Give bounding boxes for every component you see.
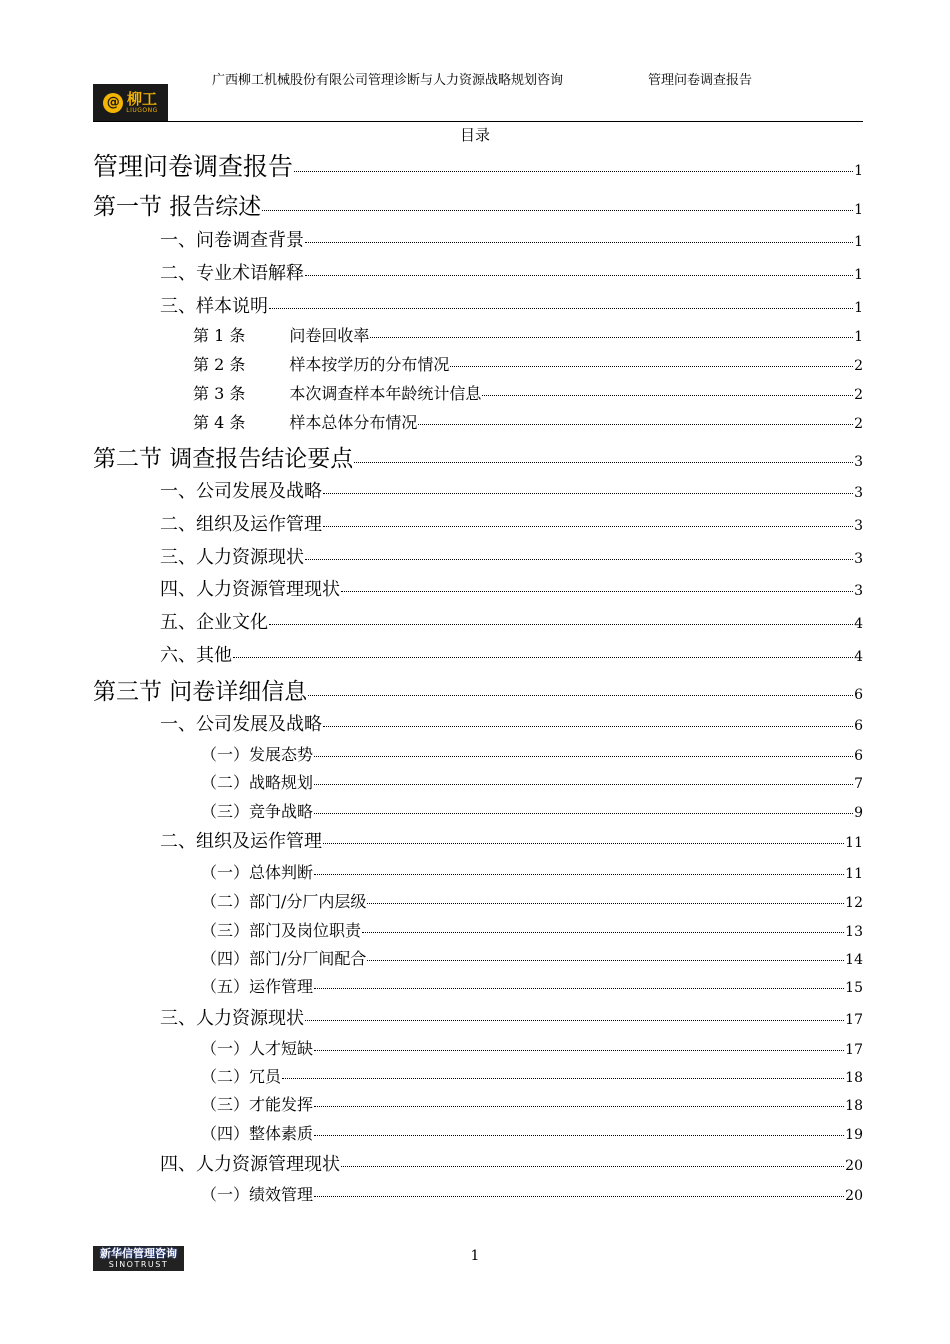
toc-entry-page: 6 <box>854 718 863 734</box>
toc-entry-page: 1 <box>854 267 863 283</box>
toc-dot-leader <box>450 366 853 367</box>
toc-entry-title: （二）部门/分厂内层级 <box>201 892 367 911</box>
toc-entry[interactable] <box>93 440 863 473</box>
toc-entry-page: 20 <box>845 1188 863 1204</box>
toc-entry-title: 样本按学历的分布情况 <box>289 355 450 374</box>
toc-entry[interactable] <box>93 147 863 183</box>
toc-entry-page: 3 <box>854 518 863 534</box>
toc-dot-leader <box>314 813 853 814</box>
toc-dot-leader <box>323 726 853 727</box>
toc-entry-page: 12 <box>845 895 863 911</box>
toc-dot-leader <box>341 591 853 592</box>
toc-entry-page: 4 <box>854 649 863 665</box>
toc-entry-page: 2 <box>854 387 863 403</box>
toc-entry-page: 1 <box>854 234 863 250</box>
liugong-logo-en: LIUGONG <box>126 107 158 114</box>
toc-dot-leader <box>314 874 844 875</box>
toc-entry-title: （五）运作管理 <box>201 977 314 996</box>
toc-entry-title: （三）才能发挥 <box>201 1095 314 1114</box>
toc-entry-title: 六、其他 <box>160 645 232 666</box>
toc-dot-leader <box>262 210 853 211</box>
toc-entry-title: （四）整体素质 <box>201 1124 314 1143</box>
toc-entry-number: 第 4 条 <box>193 413 246 432</box>
toc-dot-leader <box>269 624 853 625</box>
toc-entry-title: （一）绩效管理 <box>201 1185 314 1204</box>
toc-dot-leader <box>314 1196 844 1197</box>
toc-entry-title: 二、专业术语解释 <box>160 263 304 284</box>
toc-entry-page: 17 <box>845 1012 863 1028</box>
toc-dot-leader <box>308 695 853 696</box>
toc-entry-page: 17 <box>845 1042 863 1058</box>
toc-entry-page: 2 <box>854 416 863 432</box>
toc-entry-title: 二、组织及运作管理 <box>160 514 322 535</box>
toc-dot-leader <box>354 462 853 463</box>
sinotrust-logo-cn: 新华信管理咨询 <box>100 1247 177 1260</box>
toc-dot-leader <box>367 960 844 961</box>
liugong-mark-icon: @ <box>103 93 123 113</box>
toc-entry[interactable] <box>93 673 863 706</box>
toc-entry-page: 3 <box>854 583 863 599</box>
toc-dot-leader <box>282 1078 844 1079</box>
toc-entry-page: 1 <box>854 300 863 316</box>
toc-dot-leader <box>314 988 844 989</box>
toc-dot-leader <box>323 493 853 494</box>
toc-entry-title: （一）发展态势 <box>201 745 314 764</box>
toc-entry-title: 问卷回收率 <box>289 326 370 345</box>
toc-entry-page: 1 <box>854 202 863 218</box>
toc-entry-title: 三、样本说明 <box>160 296 268 317</box>
toc-entry-title: 第二节 调查报告结论要点 <box>93 446 354 472</box>
toc-entry[interactable] <box>160 477 863 503</box>
toc-entry[interactable] <box>201 1092 863 1115</box>
toc-entry[interactable] <box>201 1064 863 1087</box>
toc-entry-title: （三）部门及岗位职责 <box>201 921 362 940</box>
toc-entry-page: 3 <box>854 454 863 470</box>
toc-entry[interactable] <box>201 974 863 997</box>
toc-entry-title: 五、企业文化 <box>160 612 268 633</box>
toc-entry[interactable] <box>201 742 863 765</box>
toc-entry-title: 样本总体分布情况 <box>289 413 418 432</box>
toc-entry[interactable] <box>93 188 863 221</box>
toc-entry-page: 1 <box>854 329 863 345</box>
toc-entry-page: 6 <box>854 687 863 703</box>
toc-entry[interactable] <box>201 1121 863 1144</box>
toc-entry-title: （二）冗员 <box>201 1067 282 1086</box>
toc-dot-leader <box>305 242 853 243</box>
toc-dot-leader <box>314 1106 844 1107</box>
toc-entry-page: 19 <box>845 1127 863 1143</box>
header-report-name: 管理问卷调查报告 <box>648 73 753 88</box>
toc-entry-title: 三、人力资源现状 <box>160 1008 304 1029</box>
toc-entry-title: 第一节 报告综述 <box>93 194 262 220</box>
toc-entry[interactable] <box>193 323 863 346</box>
toc-dot-leader <box>367 903 844 904</box>
toc-dot-leader <box>314 756 853 757</box>
toc-entry-title: （一）人才短缺 <box>201 1039 314 1058</box>
toc-entry[interactable] <box>193 410 863 433</box>
page-number: 1 <box>470 1248 480 1264</box>
toc-entry-page: 11 <box>845 866 863 882</box>
toc-entry[interactable] <box>160 1004 863 1030</box>
toc-entry[interactable] <box>201 799 863 822</box>
toc-entry-page: 13 <box>845 924 863 940</box>
toc-entry-page: 20 <box>845 1158 863 1174</box>
toc-entry-page: 1 <box>854 163 863 179</box>
toc-entry-title: 一、公司发展及战略 <box>160 481 322 502</box>
liugong-logo <box>93 84 168 121</box>
toc-entry-page: 14 <box>845 952 863 968</box>
toc-entry-page: 6 <box>854 748 863 764</box>
header-title: 广西柳工机械股份有限公司管理诊断与人力资源战略规划咨询 <box>212 73 564 88</box>
toc-entry[interactable] <box>160 292 863 318</box>
toc-dot-leader <box>341 1166 844 1167</box>
toc-dot-leader <box>269 308 853 309</box>
toc-entry-title: （一）总体判断 <box>201 863 314 882</box>
toc-dot-leader <box>305 1020 844 1021</box>
toc-entry[interactable] <box>201 946 863 969</box>
toc-entry-page: 11 <box>845 835 863 851</box>
toc-entry[interactable] <box>201 1036 863 1059</box>
toc-dot-leader <box>314 1135 844 1136</box>
toc-entry-title: （四）部门/分厂间配合 <box>201 949 367 968</box>
toc-entry[interactable] <box>201 1182 863 1205</box>
toc-entry-title: 管理问卷调查报告 <box>93 152 294 181</box>
toc-dot-leader <box>323 843 844 844</box>
toc-entry[interactable] <box>193 381 863 404</box>
toc-entry[interactable] <box>160 641 863 667</box>
toc-dot-leader <box>362 932 844 933</box>
toc-dot-leader <box>305 275 853 276</box>
toc-entry-page: 18 <box>845 1098 863 1114</box>
toc-dot-leader <box>305 559 853 560</box>
toc-entry[interactable] <box>193 352 863 375</box>
sinotrust-logo-en: SINOTRUST <box>108 1260 169 1269</box>
toc-entry-number: 第 2 条 <box>193 355 246 374</box>
toc-entry[interactable] <box>201 770 863 793</box>
toc-entry-page: 3 <box>854 551 863 567</box>
toc-entry-page: 4 <box>854 616 863 632</box>
toc-entry-title: 本次调查样本年龄统计信息 <box>289 384 482 403</box>
toc-entry[interactable] <box>160 543 863 569</box>
toc-entry[interactable] <box>160 259 863 285</box>
toc-entry-page: 7 <box>854 776 863 792</box>
toc-entry-page: 3 <box>854 485 863 501</box>
toc-entry-title: （三）竞争战略 <box>201 802 314 821</box>
toc-dot-leader <box>314 1050 844 1051</box>
toc-entry-title: （二）战略规划 <box>201 773 314 792</box>
toc-entry[interactable] <box>160 608 863 634</box>
toc-entry-page: 2 <box>854 358 863 374</box>
toc-entry[interactable] <box>201 860 863 883</box>
toc-entry-title: 二、组织及运作管理 <box>160 831 322 852</box>
liugong-logo-cn: 柳工 <box>126 90 157 108</box>
toc-entry[interactable] <box>160 510 863 536</box>
toc-dot-leader <box>233 657 853 658</box>
toc-entry-number: 第 1 条 <box>193 326 246 345</box>
toc-entry-page: 15 <box>845 980 863 996</box>
header-divider <box>93 121 863 122</box>
toc-dot-leader <box>370 337 853 338</box>
toc-entry[interactable] <box>160 575 863 601</box>
toc-dot-leader <box>294 171 853 172</box>
toc-entry-title: 四、人力资源管理现状 <box>160 1154 340 1175</box>
toc-dot-leader <box>314 784 853 785</box>
toc-title: 目录 <box>459 126 490 144</box>
toc-entry[interactable] <box>160 1150 863 1176</box>
toc-dot-leader <box>418 424 853 425</box>
toc-entry[interactable] <box>160 710 863 736</box>
toc-entry-title: 一、问卷调查背景 <box>160 230 304 251</box>
toc-entry-title: 第三节 问卷详细信息 <box>93 679 308 705</box>
toc-entry-page: 9 <box>854 805 863 821</box>
toc-dot-leader <box>482 395 853 396</box>
toc-entry-page: 18 <box>845 1070 863 1086</box>
toc-dot-leader <box>323 526 853 527</box>
toc-entry-title: 三、人力资源现状 <box>160 547 304 568</box>
toc-entry-number: 第 3 条 <box>193 384 246 403</box>
toc-entry-title: 一、公司发展及战略 <box>160 714 322 735</box>
toc-entry[interactable] <box>201 918 863 941</box>
toc-entry[interactable] <box>160 827 863 853</box>
toc-entry[interactable] <box>160 226 863 252</box>
toc-entry-title: 四、人力资源管理现状 <box>160 579 340 600</box>
toc-entry[interactable] <box>201 889 863 912</box>
